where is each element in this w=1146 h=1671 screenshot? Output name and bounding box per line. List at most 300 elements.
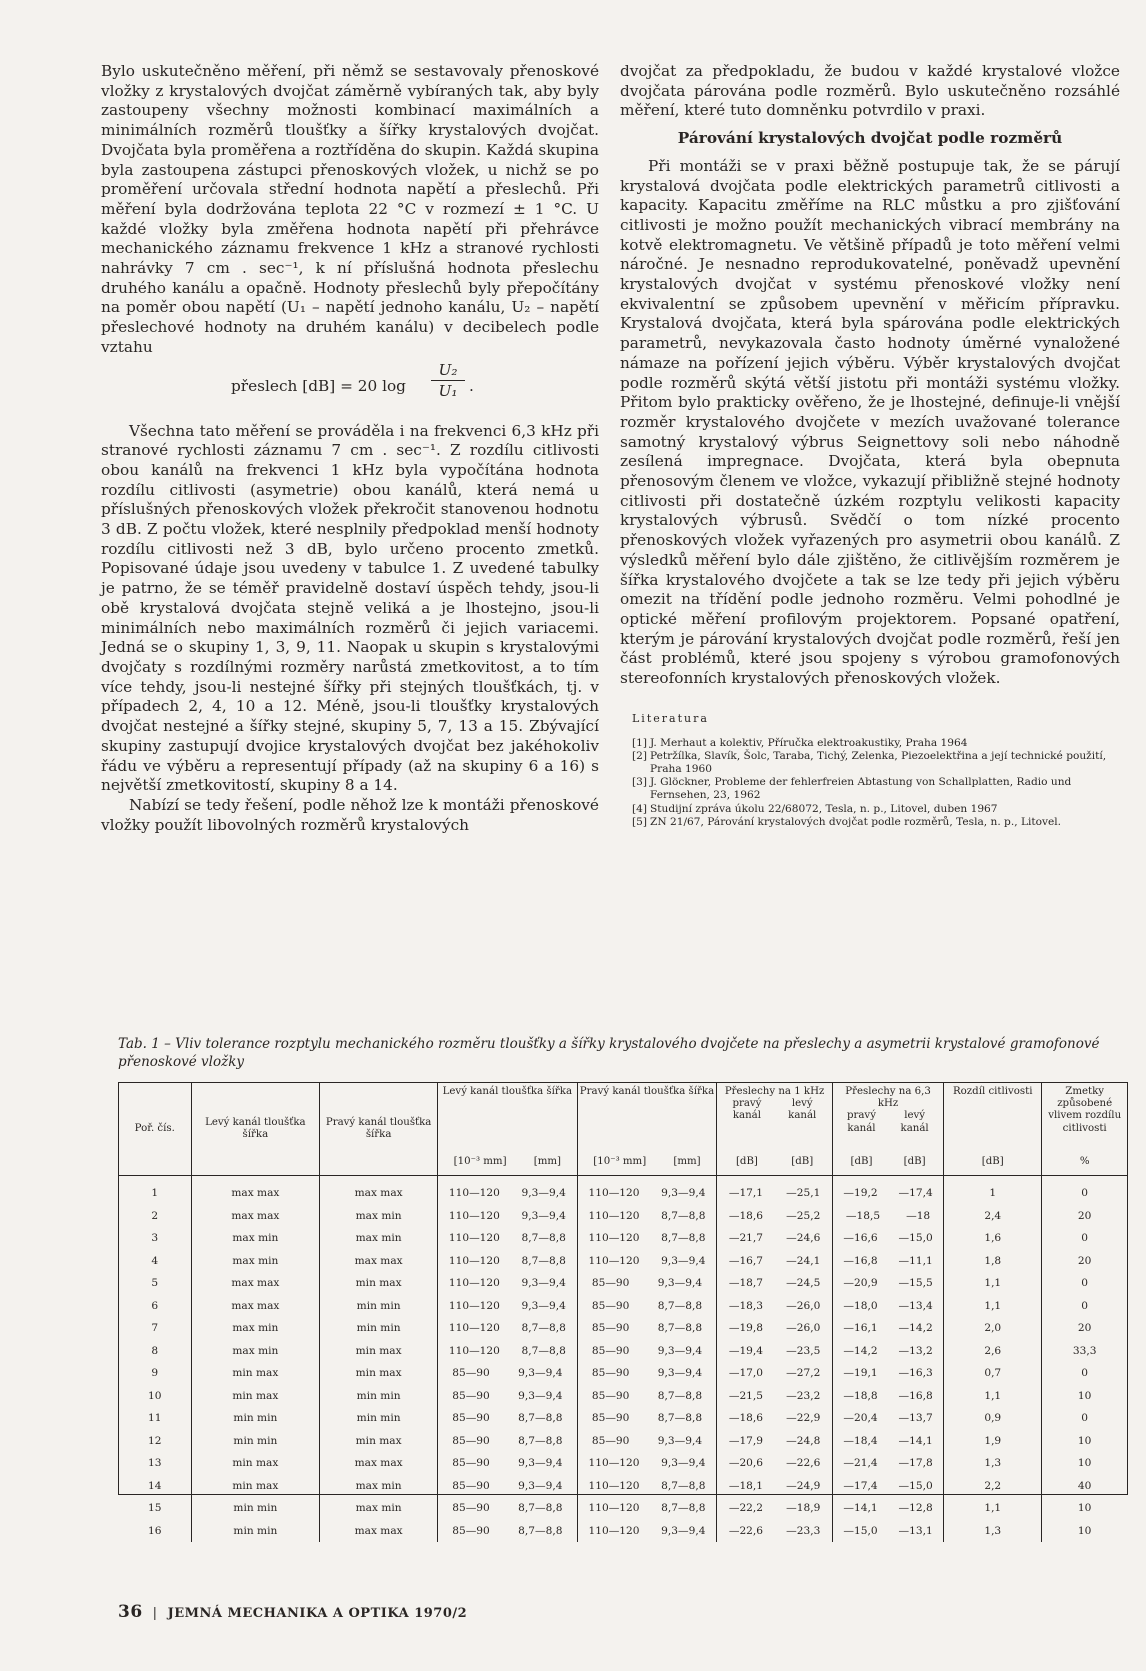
- unit-label: [dB]: [903, 1156, 926, 1167]
- table-cell: 3: [151, 1232, 159, 1245]
- table-cell: 1,6: [944, 1227, 1042, 1250]
- cell-value: —23,3: [786, 1524, 821, 1537]
- table-cell: [832, 1205, 943, 1228]
- cell-value: 9,3—9,4: [661, 1457, 706, 1470]
- table-cell: [717, 1497, 833, 1520]
- cell-value: —15,5: [898, 1277, 933, 1290]
- cell-value: —13,4: [898, 1299, 933, 1312]
- cell-value: —26,0: [786, 1322, 821, 1335]
- cell-value: —15,0: [843, 1524, 878, 1537]
- table-cell: 1,1: [944, 1497, 1042, 1520]
- table-cell: 0: [1042, 1295, 1127, 1318]
- cell-value: —18,4: [843, 1434, 878, 1447]
- cell-value: —13,1: [898, 1524, 933, 1537]
- cell-value: 9,3—9,4: [518, 1457, 563, 1470]
- paragraph: dvojčat za předpokladu, že budou v každé krystalové vložce dvojčata párována podle rozměrů. Bylo uskutečněno rozsáhlé měření, které tuto domněnku potvrdilo v praxi.: [620, 62, 1120, 120]
- table-cell: [438, 1205, 578, 1228]
- cell-value: 85—90: [452, 1389, 490, 1402]
- cell-value: —18,5: [845, 1209, 881, 1222]
- table-cell: 0,9: [944, 1407, 1042, 1430]
- table-cell: max max: [191, 1176, 320, 1205]
- cell-value: —13,2: [898, 1344, 933, 1357]
- table-cell: [832, 1385, 943, 1408]
- cell-value: 110—120: [588, 1187, 640, 1200]
- table-cell: 20: [1042, 1317, 1127, 1340]
- cell-value: 110—120: [448, 1277, 500, 1290]
- cell-value: —16,7: [728, 1254, 764, 1267]
- table-row: [119, 1475, 1127, 1498]
- table-cell: [577, 1430, 717, 1453]
- table-cell: [438, 1272, 578, 1295]
- cell-value: 85—90: [591, 1277, 630, 1290]
- formula-end: .: [469, 376, 474, 395]
- cell-value: —18,6: [728, 1412, 764, 1425]
- table-cell: 11: [148, 1412, 162, 1425]
- reference-text: J. Glöckner, Probleme der fehlerfreien Abtastung von Schallplatten, Radio und Fernsehen, 23, 1962: [650, 776, 1072, 802]
- table-row: [119, 1205, 1127, 1228]
- results-table: [118, 1082, 1128, 1537]
- table-cell: 14: [148, 1479, 162, 1492]
- cell-value: 110—120: [448, 1322, 500, 1335]
- cell-value: 9,3—9,4: [518, 1479, 563, 1492]
- table-cell: 9: [151, 1367, 159, 1380]
- table-cell: 1,3: [944, 1520, 1042, 1543]
- reference-number: [5]: [632, 815, 648, 828]
- reference-item: [632, 816, 1120, 829]
- section-heading: Párování krystalových dvojčat podle rozměrů: [677, 129, 1063, 148]
- cell-value: 9,3—9,4: [521, 1277, 566, 1290]
- unit-label: [dB]: [735, 1156, 758, 1167]
- cell-value: 9,3—9,4: [661, 1524, 706, 1537]
- table-cell: [577, 1205, 717, 1228]
- table-cell: 10: [148, 1389, 162, 1402]
- table-cell: min max: [320, 1272, 438, 1295]
- cell-value: —26,0: [786, 1299, 821, 1312]
- cell-value: 110—120: [588, 1254, 640, 1267]
- unit-label: [dB]: [981, 1156, 1004, 1167]
- table-cell: max max: [320, 1520, 438, 1543]
- table-cell: 1,1: [944, 1272, 1042, 1295]
- table-cell: max min: [191, 1227, 320, 1250]
- table-cell: min min: [191, 1430, 320, 1453]
- cell-value: —18: [906, 1209, 931, 1222]
- unit-label: [dB]: [791, 1156, 814, 1167]
- cell-value: —13,7: [898, 1412, 933, 1425]
- table-cell: 1,3: [944, 1452, 1042, 1475]
- cell-value: 85—90: [591, 1299, 630, 1312]
- cell-value: 8,7—8,8: [518, 1412, 563, 1425]
- table-row: [119, 1340, 1127, 1363]
- cell-value: 110—120: [448, 1254, 500, 1267]
- table-body: [119, 1176, 1127, 1543]
- cell-value: 85—90: [591, 1344, 630, 1357]
- table-cell: [438, 1227, 578, 1250]
- reference-text: Studijní zpráva úkolu 22/68072, Tesla, n. p., Litovel, duben 1967: [650, 802, 998, 815]
- table-cell: 1,1: [944, 1385, 1042, 1408]
- right-column: [620, 62, 1120, 829]
- cell-value: —19,4: [728, 1344, 764, 1357]
- table-cell: [832, 1497, 943, 1520]
- cell-value: —12,8: [898, 1502, 933, 1515]
- reference-item: [632, 803, 1120, 816]
- cell-value: —17,1: [728, 1187, 764, 1200]
- table-cell: 5: [151, 1277, 159, 1290]
- cell-value: —17,0: [728, 1367, 764, 1380]
- table-cell: min min: [320, 1295, 438, 1318]
- cell-value: 8,7—8,8: [657, 1412, 703, 1425]
- table-cell: [717, 1295, 833, 1318]
- table-row: [119, 1272, 1127, 1295]
- cell-value: 9,3—9,4: [661, 1187, 706, 1200]
- table-cell: 20: [1042, 1205, 1127, 1228]
- reference-text: J. Merhaut a kolektiv, Příručka elektroakustiky, Praha 1964: [650, 736, 968, 749]
- table-cell: [438, 1452, 578, 1475]
- table-cell: max max: [191, 1272, 320, 1295]
- cell-value: 8,7—8,8: [661, 1209, 706, 1222]
- cell-value: —14,1: [843, 1502, 878, 1515]
- table-cell: 0: [1042, 1227, 1127, 1250]
- table-cell: [832, 1295, 943, 1318]
- table-cell: min min: [191, 1407, 320, 1430]
- table-cell: [717, 1520, 833, 1543]
- cell-value: —23,2: [786, 1389, 821, 1402]
- table-cell: [438, 1362, 578, 1385]
- table-cell: 40: [1042, 1475, 1127, 1498]
- table-cell: 13: [148, 1457, 162, 1470]
- table-cell: [438, 1176, 578, 1205]
- header-preslechy-6khz: Přeslechy na 6,3 kHz pravý kanál levý kanál [dB] [dB]: [832, 1083, 943, 1176]
- table-row: [119, 1227, 1127, 1250]
- table-cell: max min: [320, 1475, 438, 1498]
- cell-value: —11,1: [898, 1254, 933, 1267]
- cell-value: 8,7—8,8: [661, 1502, 706, 1515]
- cell-value: —18,9: [786, 1502, 821, 1515]
- table-cell: 0: [1042, 1362, 1127, 1385]
- table-cell: max min: [320, 1227, 438, 1250]
- cell-value: —22,6: [786, 1457, 821, 1470]
- cell-value: —22,2: [728, 1502, 764, 1515]
- table-cell: min max: [191, 1385, 320, 1408]
- cell-value: —19,2: [843, 1187, 878, 1200]
- table-cell: min min: [320, 1317, 438, 1340]
- unit-label: [mm]: [673, 1156, 701, 1167]
- cell-value: 8,7—8,8: [518, 1524, 563, 1537]
- cell-value: —16,8: [843, 1254, 878, 1267]
- cell-value: —24,8: [786, 1434, 821, 1447]
- table-cell: [717, 1385, 833, 1408]
- cell-value: —16,8: [898, 1389, 933, 1402]
- table-cell: 20: [1042, 1250, 1127, 1273]
- journal-name: JEMNÁ MECHANIKA A OPTIKA 1970/2: [167, 1606, 468, 1621]
- table-cell: min max: [191, 1475, 320, 1498]
- table-cell: max min: [191, 1317, 320, 1340]
- table-cell: [832, 1176, 943, 1205]
- cell-value: 9,3—9,4: [657, 1434, 703, 1447]
- cell-value: —18,8: [843, 1389, 878, 1402]
- table-cell: [577, 1362, 717, 1385]
- table-cell: [577, 1340, 717, 1363]
- header-levy-rozmery: Levý kanál tloušťka šířka [10⁻³ mm] [mm]: [438, 1083, 578, 1176]
- table-cell: 10: [1042, 1430, 1127, 1453]
- formula-fraction: [431, 360, 465, 401]
- table-cell: 10: [1042, 1520, 1127, 1543]
- table-row: [119, 1362, 1127, 1385]
- cell-value: —17,4: [898, 1187, 933, 1200]
- unit-label: [dB]: [850, 1156, 873, 1167]
- table-cell: 4: [151, 1254, 159, 1267]
- cell-value: 8,7—8,8: [661, 1232, 706, 1245]
- table-cell: 6: [151, 1299, 159, 1312]
- header-por: Poř. čís.: [119, 1083, 191, 1176]
- cell-value: 85—90: [591, 1322, 630, 1335]
- cell-value: —21,4: [843, 1457, 878, 1470]
- cell-value: 110—120: [588, 1479, 640, 1492]
- cell-value: 110—120: [448, 1344, 500, 1357]
- cell-value: —27,2: [786, 1367, 821, 1380]
- cell-value: —19,1: [843, 1367, 878, 1380]
- table-cell: [717, 1176, 833, 1205]
- cell-value: 9,3—9,4: [521, 1209, 566, 1222]
- reference-list: [632, 737, 1120, 829]
- cell-value: 8,7—8,8: [521, 1232, 566, 1245]
- table-row: [119, 1385, 1127, 1408]
- formula-numerator: U₂: [431, 360, 465, 381]
- table-cell: min min: [320, 1385, 438, 1408]
- table-cell: max min: [191, 1250, 320, 1273]
- table-cell: [717, 1475, 833, 1498]
- reference-item: [632, 737, 1120, 750]
- table-cell: min min: [191, 1497, 320, 1520]
- table-cell: [438, 1520, 578, 1543]
- cell-value: —25,2: [786, 1209, 821, 1222]
- literature-heading: Literatura: [632, 711, 709, 725]
- table-cell: max min: [320, 1205, 438, 1228]
- footer-separator: |: [152, 1606, 158, 1621]
- cell-value: 85—90: [452, 1367, 490, 1380]
- cell-value: 85—90: [591, 1434, 630, 1447]
- table-cell: min max: [320, 1430, 438, 1453]
- table-cell: [577, 1317, 717, 1340]
- crosstalk-formula: [101, 360, 599, 416]
- cell-value: 8,7—8,8: [518, 1434, 563, 1447]
- table-cell: [832, 1520, 943, 1543]
- cell-value: 110—120: [588, 1524, 640, 1537]
- cell-value: 85—90: [591, 1367, 630, 1380]
- cell-value: —15,0: [898, 1479, 933, 1492]
- table-cell: max min: [191, 1340, 320, 1363]
- table-cell: [832, 1340, 943, 1363]
- cell-value: 9,3—9,4: [521, 1299, 566, 1312]
- table-cell: min max: [191, 1452, 320, 1475]
- unit-label: [10⁻³ mm]: [453, 1156, 507, 1167]
- table-cell: 0: [1042, 1272, 1127, 1295]
- cell-value: —24,6: [786, 1232, 821, 1245]
- cell-value: —20,4: [843, 1412, 878, 1425]
- unit-label: [mm]: [533, 1156, 562, 1167]
- paragraph: Nabízí se tedy řešení, podle něhož lze k montáži přenoskové vložky použít libovolných rozměrů krystalových: [101, 795, 599, 834]
- table-cell: [577, 1176, 717, 1205]
- cell-value: —23,5: [786, 1344, 821, 1357]
- table-cell: [438, 1430, 578, 1453]
- table-cell: min max: [320, 1340, 438, 1363]
- table-cell: 1,8: [944, 1250, 1042, 1273]
- left-column: [101, 62, 599, 835]
- cell-value: 8,7—8,8: [521, 1254, 566, 1267]
- table-cell: [577, 1520, 717, 1543]
- cell-value: —25,1: [786, 1187, 821, 1200]
- table-cell: 2,0: [944, 1317, 1042, 1340]
- cell-value: 110—120: [588, 1457, 640, 1470]
- table-row: [119, 1250, 1127, 1273]
- cell-value: —20,9: [843, 1277, 878, 1290]
- table-cell: 10: [1042, 1452, 1127, 1475]
- cell-value: —18,1: [728, 1479, 764, 1492]
- table-cell: [577, 1475, 717, 1498]
- cell-value: 85—90: [452, 1434, 490, 1447]
- table-cell: [717, 1317, 833, 1340]
- reference-number: [3]: [632, 776, 648, 789]
- table-cell: 2,6: [944, 1340, 1042, 1363]
- table-cell: [717, 1430, 833, 1453]
- cell-value: —19,8: [728, 1322, 764, 1335]
- paragraph: Všechna tato měření se prováděla i na frekvenci 6,3 kHz při stranové rychlosti záznamu 7 cm . sec⁻¹. Z rozdílu citlivosti obou kanálů na frekvenci 1 kHz byla vypočítána hodnota rozdílu citlivosti (asymetrie) obou kanálů, která nemá u příslušných přenoskových vložek překročit stanovenou hodnotu 3 dB. Z počtu vložek, které nesplnily předpoklad menší hodnoty rozdílu citlivosti než 3 dB, bylo určeno procento zmetků. Popisované údaje jsou uvedeny v tabulce 1. Z uvedené tabulky je patrno, že se téměř pravidelně dostaví úspěch tehdy, jsou-li obě krystalová dvojčata stejně veliká a je lhostejno, jsou-li minimálních nebo maximálních rozměrů či jejich variacemi. Jedná se o skupiny 1, 3, 9, 11. Naopak u skupin s krystalovými dvojčaty s rozdílnými rozměry narůstá zmetkovitost, a to tím více tehdy, jsou-li nestejné šířky při stejných tloušťkách, tj. v případech 2, 4, 10 a 12. Méně, jsou-li tloušťky krystalových dvojčat nestejné a šířky stejné, skupiny 5, 7, 13 a 15. Zbývající skupiny zastupují dvojice krystalových dvojčat bez jakéhokoliv řádu ve výběru a representují případy (až na skupiny 6 a 16) s největší zmetkovitostí, skupiny 8 a 14.: [101, 421, 599, 795]
- table-cell: 12: [148, 1434, 162, 1447]
- cell-value: —15,0: [898, 1232, 933, 1245]
- table-row: [119, 1497, 1127, 1520]
- cell-value: —17,9: [728, 1434, 764, 1447]
- table-cell: [577, 1452, 717, 1475]
- table-cell: [577, 1250, 717, 1273]
- cell-value: 110—120: [448, 1209, 500, 1222]
- cell-value: 85—90: [591, 1412, 630, 1425]
- cell-value: 110—120: [448, 1187, 500, 1200]
- table-cell: [438, 1295, 578, 1318]
- reference-number: [4]: [632, 802, 648, 815]
- table-row: [119, 1430, 1127, 1453]
- table-cell: 0,7: [944, 1362, 1042, 1385]
- table-cell: min max: [191, 1362, 320, 1385]
- table-cell: [717, 1340, 833, 1363]
- page-number: 36: [118, 1602, 143, 1622]
- cell-value: 110—120: [588, 1502, 640, 1515]
- table-cell: max max: [320, 1452, 438, 1475]
- table-cell: 2,4: [944, 1205, 1042, 1228]
- cell-value: —24,9: [786, 1479, 821, 1492]
- unit-label: [10⁻³ mm]: [593, 1156, 647, 1167]
- cell-value: 110—120: [448, 1299, 500, 1312]
- cell-value: —17,8: [898, 1457, 933, 1470]
- header-levy-kanal: Levý kanál tloušťka šířka: [191, 1083, 320, 1176]
- table-cell: [832, 1227, 943, 1250]
- cell-value: 110—120: [588, 1209, 640, 1222]
- cell-value: —18,0: [843, 1299, 878, 1312]
- header-preslechy-1khz: Přeslechy na 1 kHz pravý kanál levý kanál [dB] [dB]: [717, 1083, 833, 1176]
- cell-value: —14,2: [898, 1322, 933, 1335]
- table-cell: [577, 1272, 717, 1295]
- formula-denominator: U₁: [438, 381, 458, 400]
- table-cell: 2,2: [944, 1475, 1042, 1498]
- formula-lhs: přeslech [dB] = 20 log: [231, 376, 406, 395]
- header-rozdil-citlivosti: Rozdíl citlivosti [dB]: [944, 1083, 1042, 1176]
- table-cell: [438, 1497, 578, 1520]
- table-row: [119, 1520, 1127, 1543]
- cell-value: 9,3—9,4: [518, 1389, 563, 1402]
- cell-value: —18,7: [728, 1277, 764, 1290]
- cell-value: 8,7—8,8: [657, 1389, 703, 1402]
- cell-value: 85—90: [452, 1524, 490, 1537]
- cell-value: 9,3—9,4: [661, 1254, 706, 1267]
- table-cell: [577, 1295, 717, 1318]
- table-cell: 2: [151, 1209, 159, 1222]
- table-cell: [832, 1407, 943, 1430]
- table-cell: [717, 1205, 833, 1228]
- cell-value: 9,3—9,4: [657, 1367, 703, 1380]
- table-cell: 0: [1042, 1176, 1127, 1205]
- table-row: [119, 1407, 1127, 1430]
- table-row: [119, 1452, 1127, 1475]
- table-cell: [717, 1250, 833, 1273]
- cell-value: 9,3—9,4: [521, 1187, 566, 1200]
- table-cell: [438, 1407, 578, 1430]
- table-cell: [577, 1497, 717, 1520]
- cell-value: —21,7: [728, 1232, 764, 1245]
- table-cell: [717, 1272, 833, 1295]
- cell-value: —14,1: [898, 1434, 933, 1447]
- cell-value: —21,5: [728, 1389, 764, 1402]
- table-cell: [717, 1227, 833, 1250]
- cell-value: 85—90: [452, 1502, 490, 1515]
- cell-value: 110—120: [588, 1232, 640, 1245]
- table-cell: 10: [1042, 1385, 1127, 1408]
- table-cell: min min: [191, 1520, 320, 1543]
- table-cell: 7: [151, 1322, 159, 1335]
- table-cell: max min: [320, 1497, 438, 1520]
- cell-value: 8,7—8,8: [657, 1299, 703, 1312]
- table-row: [119, 1295, 1127, 1318]
- cell-value: —17,4: [843, 1479, 878, 1492]
- cell-value: 8,7—8,8: [521, 1344, 566, 1357]
- table-row: [119, 1317, 1127, 1340]
- table-cell: 0: [1042, 1407, 1127, 1430]
- reference-number: [2]: [632, 749, 648, 762]
- table-cell: min max: [320, 1362, 438, 1385]
- cell-value: —16,6: [843, 1232, 878, 1245]
- table-cell: [832, 1452, 943, 1475]
- table-cell: [438, 1385, 578, 1408]
- header-zmetky: Zmetky způsobené vlivem rozdílu citlivosti %: [1042, 1083, 1127, 1176]
- cell-value: —18,3: [728, 1299, 764, 1312]
- table-cell: [832, 1250, 943, 1273]
- cell-value: —18,6: [728, 1209, 764, 1222]
- table-cell: 15: [148, 1502, 162, 1515]
- table-cell: [577, 1407, 717, 1430]
- table-cell: max max: [191, 1295, 320, 1318]
- cell-value: 8,7—8,8: [521, 1322, 566, 1335]
- cell-value: 8,7—8,8: [518, 1502, 563, 1515]
- table-cell: 8: [151, 1344, 159, 1357]
- cell-value: 9,3—9,4: [657, 1344, 703, 1357]
- cell-value: —24,5: [786, 1277, 821, 1290]
- table-row: [119, 1176, 1127, 1205]
- table-cell: 1,1: [944, 1295, 1042, 1318]
- table-caption: Tab. 1 – Vliv tolerance rozptylu mechanického rozměru tloušťky a šířky krystalového dvojčete na přeslechy a asymetrii krystalové gramofonové přenoskové vložky: [118, 1036, 1100, 1070]
- table-cell: [832, 1430, 943, 1453]
- table-cell: [438, 1475, 578, 1498]
- cell-value: 85—90: [452, 1412, 490, 1425]
- cell-value: —14,2: [843, 1344, 878, 1357]
- table-cell: 1,9: [944, 1430, 1042, 1453]
- cell-value: 110—120: [448, 1232, 500, 1245]
